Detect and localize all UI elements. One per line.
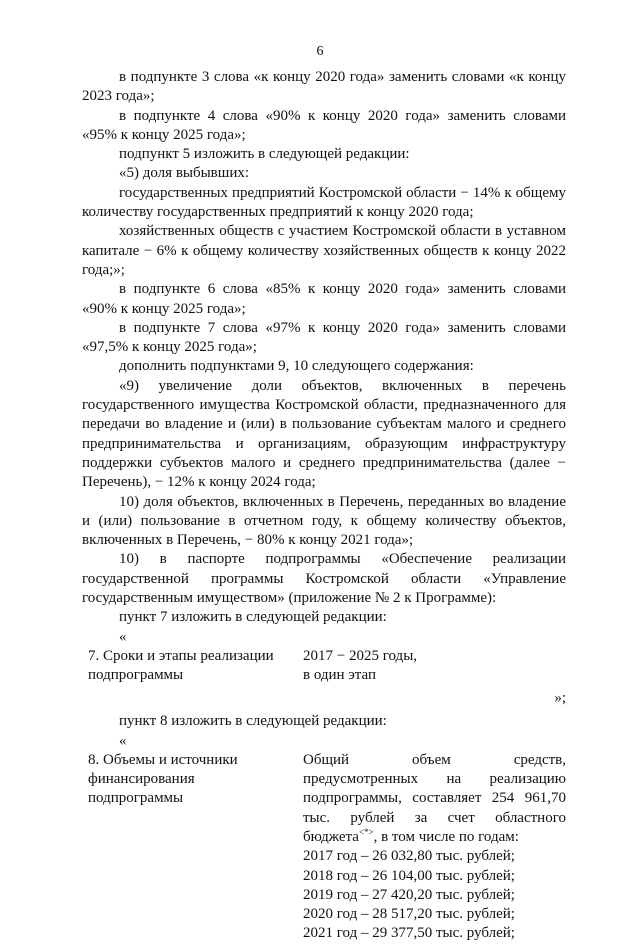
paragraph: 10) в паспорте подпрограммы «Обеспечение реализации государственной программы Костромской области «Управление государственным имуществом» (приложение № 2 к Программе): bbox=[82, 551, 566, 607]
paragraph: пункт 7 изложить в следующей редакции: bbox=[119, 609, 387, 626]
item8-total bbox=[303, 751, 566, 847]
item8-value bbox=[303, 751, 566, 944]
year-line: 2021 год – 29 377,50 тыс. рублей; bbox=[303, 925, 515, 942]
paragraph: в подпункте 4 слова «90% к концу 2020 года» заменить словами «95% к концу 2025 года»; bbox=[82, 107, 566, 143]
footnote-mark: <*> bbox=[358, 826, 374, 837]
close-quote: »; bbox=[554, 689, 566, 706]
paragraph: в подпункте 3 слова «к концу 2020 года» заменить словами «к концу 2023 года»; bbox=[82, 69, 566, 105]
page-number: 6 bbox=[316, 44, 324, 59]
paragraph: «5) доля выбывших: bbox=[119, 165, 250, 182]
paragraph: подпункт 5 изложить в следующей редакции: bbox=[119, 146, 410, 163]
item7-value-line: 2017 − 2025 годы, bbox=[303, 647, 418, 664]
item8-row bbox=[82, 751, 566, 942]
paragraph: хозяйственных обществ с участием Костромской области в уставном капитале − 6% к общему количеству хозяйственных обществ к концу 2022 года;»; bbox=[82, 223, 566, 278]
year-line: 2018 год – 26 104,00 тыс. рублей; bbox=[303, 867, 515, 884]
open-quote: « bbox=[119, 628, 127, 645]
item7-row bbox=[82, 647, 566, 687]
year-line: 2020 год – 28 517,20 тыс. рублей; bbox=[303, 906, 515, 923]
paragraph: дополнить подпунктами 9, 10 следующего содержания: bbox=[119, 358, 474, 375]
item8-total-tail: , в том числе по годам: bbox=[373, 828, 519, 845]
paragraph: в подпункте 6 слова «85% к концу 2020 года» заменить словами «90% к концу 2025 года»; bbox=[82, 281, 566, 317]
paragraph: в подпункте 7 слова «97% к концу 2020 года» заменить словами «97,5% к концу 2025 года»; bbox=[82, 319, 566, 356]
paragraph: государственных предприятий Костромской области − 14% к общему количеству государственных предприятий к концу 2020 года; bbox=[82, 184, 566, 221]
paragraph: пункт 8 изложить в следующей редакции: bbox=[119, 713, 387, 730]
item7-label: 7. Сроки и этапы реализации подпрограммы bbox=[88, 647, 274, 684]
year-line: 2019 год – 27 420,20 тыс. рублей; bbox=[303, 886, 515, 903]
paragraph: 10) доля объектов, включенных в Перечень, переданных во владение и (или) пользование в отчетном году, к общему количеству объектов, включенных в Перечень, − 80% к концу 2021 года»; bbox=[82, 493, 566, 549]
open-quote: « bbox=[119, 732, 127, 749]
item8-label: 8. Объемы и источники финансирования подпрограммы bbox=[88, 751, 238, 807]
year-line: 2017 год – 26 032,80 тыс. рублей; bbox=[303, 848, 515, 865]
document-body bbox=[82, 68, 566, 942]
item8-total-text: Общий объем средств, предусмотренных на реализацию подпрограммы, составляет 254 961,70 тыс. рублей за счет областного бюджета bbox=[303, 751, 566, 845]
item7-value-line: в один этап bbox=[303, 667, 377, 684]
paragraph: «9) увеличение доли объектов, включенных в перечень государственного имущества Костромской области, предназначенного для передачи во владение и (или) в пользование субъектам малого и среднего предпринимательства и организациям, образующим инфраструктуру поддержки субъектов малого и среднего предпринимательства (далее − Перечень), − 12% к концу 2024 года; bbox=[82, 377, 566, 491]
item7-value bbox=[303, 647, 566, 686]
